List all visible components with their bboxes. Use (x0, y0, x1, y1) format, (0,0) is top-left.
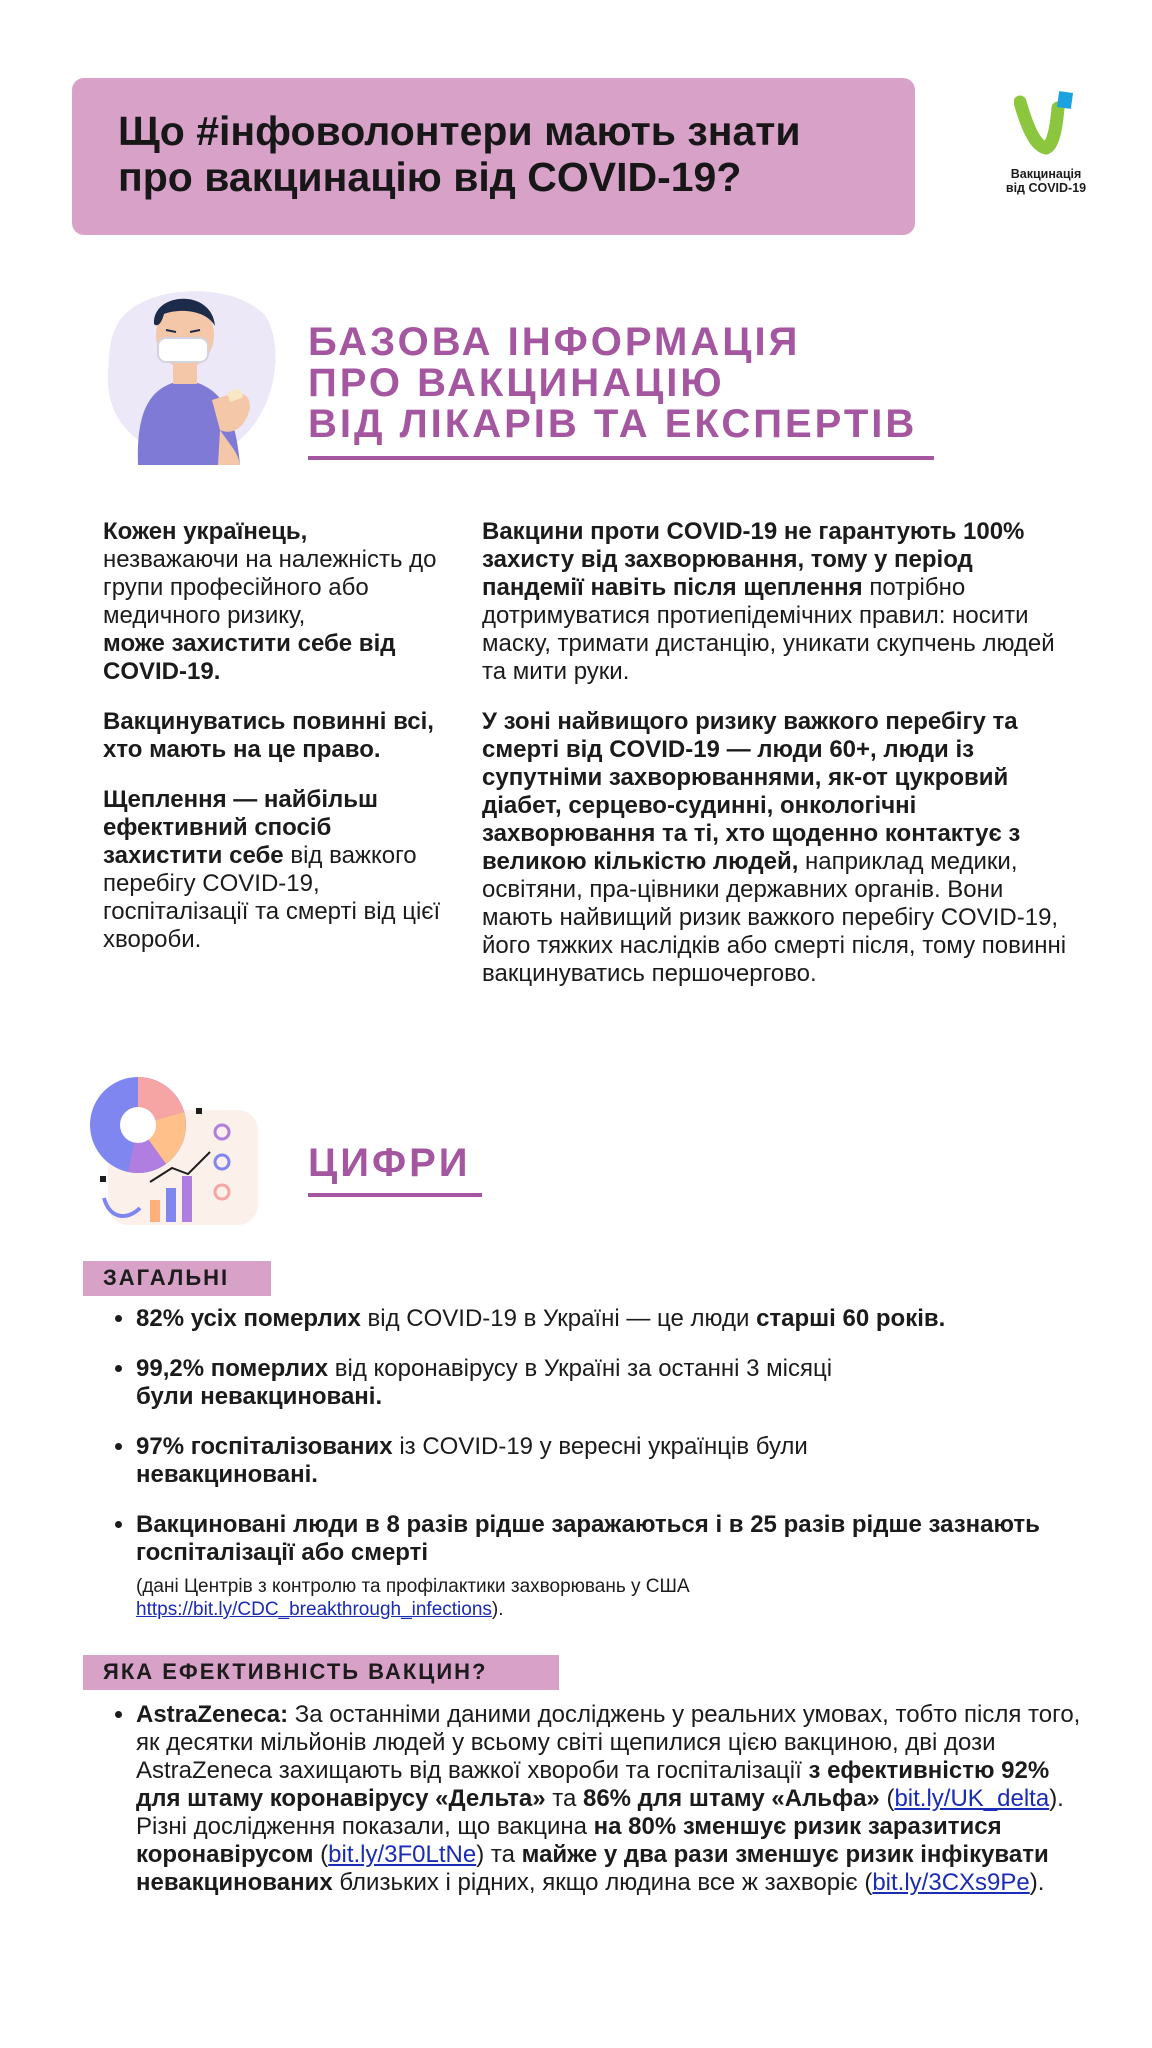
fact-3-bold-1: 97% госпіталізованих (136, 1433, 393, 1460)
left-p3-text: від важкого перебігу COVID-19, госпіталізації та смерті від цієї хвороби. (103, 842, 441, 953)
title-line-2: про вакцинацію від COVID-19? (118, 154, 742, 200)
general-label-text: ЗАГАЛЬНІ (103, 1265, 230, 1290)
fact-2-text: від коронавірусу в Україні за останні 3 місяці (334, 1355, 833, 1382)
efficacy-text-4: ) та (476, 1841, 515, 1868)
efficacy-text-3: ). Різні дослідження показали, що вакцина (136, 1785, 1064, 1840)
fact-3-text: із COVID-19 у вересні українців були (399, 1433, 808, 1460)
left-p3-bold: Щеплення — найбільш ефективний спосіб захистити себе (103, 786, 379, 869)
fact-1-text: від COVID-19 в Україні — це люди (367, 1305, 750, 1332)
basic-right-paragraph-2 (482, 708, 1078, 988)
fact-4-bold: Вакциновані люди в 8 разів рідше заражаються і в 25 разів рідше зазнають госпіталізації або смерті (136, 1511, 1040, 1566)
numbers-heading-text: ЦИФРИ (308, 1141, 471, 1185)
fact-2-bold-2: були невакциновані. (136, 1383, 383, 1410)
v-logo-icon (1014, 88, 1078, 158)
efficacy-text-1: За останніми даними досліджень у реальних умовах, тобто після того, як десятки мільйонів людей у всьому світі щепилися цією вакциною, дві дози AstraZeneca захищають від важкої хвороби та госпіталізації (136, 1701, 1081, 1784)
right-p2-bold: У зоні найвищого ризику важкого перебігу та смерті від COVID-19 — люди 60+, люди із супутніми захворюваннями, як-от цукровий діабет, серцево-судинні, онкологічні захворювання та ті, хто щоденно контактує з великою кількістю людей, (482, 708, 1021, 875)
cdc-source-link[interactable]: https://bit.ly/CDC_breakthrough_infections (136, 1599, 492, 1620)
list-item (136, 1701, 1092, 1897)
right-p2-text: наприклад медики, освітяни, пра-цівники державних органів. Вони мають найвищий ризик важкого перебігу COVID-19, його тяжких наслідків або смерті після, тому повинні вакцинуватись першочергово. (482, 848, 1067, 987)
efficacy-bold-4: майже у два рази зменшує ризик інфікувати невакцинованих (136, 1841, 1049, 1896)
list-item (136, 1433, 1092, 1489)
logo-line-1: Вакцинація (1010, 167, 1082, 181)
basic-left-column (103, 518, 453, 976)
fact-3-bold-2: невакциновані. (136, 1461, 318, 1488)
efficacy-text-2: та (552, 1785, 577, 1812)
efficacy-text-5: близьких і рідних, якщо людина все ж захворіє ( (339, 1869, 873, 1896)
fact-1-bold-2: старші 60 років. (756, 1305, 946, 1332)
basic-heading-line-2: ПРО ВАКЦИНАЦІЮ (308, 361, 725, 405)
statistics-chart-illustration (88, 1070, 268, 1230)
efficacy-bold-2: 86% для штаму «Альфа» (582, 1785, 880, 1812)
efficacy-list (72, 1701, 1092, 1897)
basic-left-paragraph-2 (103, 708, 453, 764)
right-p1-bold: Вакцини проти COVID-19 не гарантують 100% захисту від захворювання, тому у період пандемії навіть після щеплення (482, 518, 1025, 601)
uk-delta-link[interactable]: bit.ly/UK_delta (894, 1785, 1050, 1812)
list-item (136, 1305, 1092, 1333)
study-link-3[interactable]: bit.ly/3CXs9Pe (872, 1869, 1030, 1896)
basic-heading-underline (308, 456, 934, 460)
page-title (118, 108, 915, 200)
fact-2-bold-1: 99,2% померлих (136, 1355, 329, 1382)
basic-right-paragraph-1 (482, 518, 1078, 686)
numbers-heading-underline (308, 1193, 482, 1197)
fact-1-bold-1: 82% усіх померлих (136, 1305, 361, 1332)
astrazeneca-name: AstraZeneca: (136, 1701, 289, 1728)
vaccination-logo (994, 88, 1098, 208)
study-link-2[interactable]: bit.ly/3F0LtNe (328, 1841, 477, 1868)
numbers-heading (308, 1143, 471, 1184)
list-item (136, 1355, 1092, 1411)
logo-line-2: від COVID-19 (1005, 181, 1087, 195)
efficacy-text-6: ). (1029, 1869, 1045, 1896)
facts-list (72, 1305, 1092, 1621)
efficacy-facts (72, 1701, 1092, 1919)
left-p1-bold-2: може захистити себе від COVID-19. (103, 630, 396, 685)
efficacy-bold-1: з ефективністю 92% для штаму коронавірусу «Дельта» (136, 1757, 1050, 1812)
basic-info-heading (308, 322, 917, 445)
left-p1-bold-1: Кожен українець, (103, 518, 308, 545)
left-p1-text: незважаючи на належність до групи професійного або медичного ризику, (103, 546, 437, 629)
fact-4-source (136, 1575, 1092, 1621)
fact-4-source-text: (дані Центрів з контролю та профілактики захворювань у США (136, 1576, 690, 1597)
general-facts (72, 1305, 1092, 1643)
efficacy-label-text: ЯКА ЕФЕКТИВНІСТЬ ВАКЦИН? (103, 1659, 488, 1684)
basic-left-paragraph-1 (103, 518, 453, 686)
basic-heading-line-3: ВІД ЛІКАРІВ ТА ЕКСПЕРТІВ (308, 402, 918, 446)
basic-right-column (482, 518, 1078, 1010)
efficacy-label (83, 1655, 559, 1690)
vaccinated-person-illustration (100, 280, 280, 465)
basic-left-paragraph-3 (103, 786, 453, 954)
title-banner (72, 78, 915, 235)
basic-heading-line-1: БАЗОВА ІНФОРМАЦІЯ (308, 320, 801, 364)
general-label (83, 1261, 271, 1296)
fact-4-source-end: ). (491, 1599, 504, 1620)
left-p2-bold: Вакцинуватись повинні всі, хто мають на це право. (103, 708, 434, 763)
efficacy-paren-1: ( (886, 1785, 895, 1812)
list-item (136, 1511, 1092, 1621)
right-p1-text: потрібно дотримуватися протиепідемічних правил: носити маску, тримати дистанцію, уникати скупчень людей та мити руки. (482, 574, 1055, 685)
efficacy-paren-2: ( (320, 1841, 329, 1868)
title-line-1: Що #інфоволонтери мають знати (118, 108, 801, 154)
efficacy-bold-3: на 80% зменшує ризик заразитися коронавірусом (136, 1813, 1002, 1868)
